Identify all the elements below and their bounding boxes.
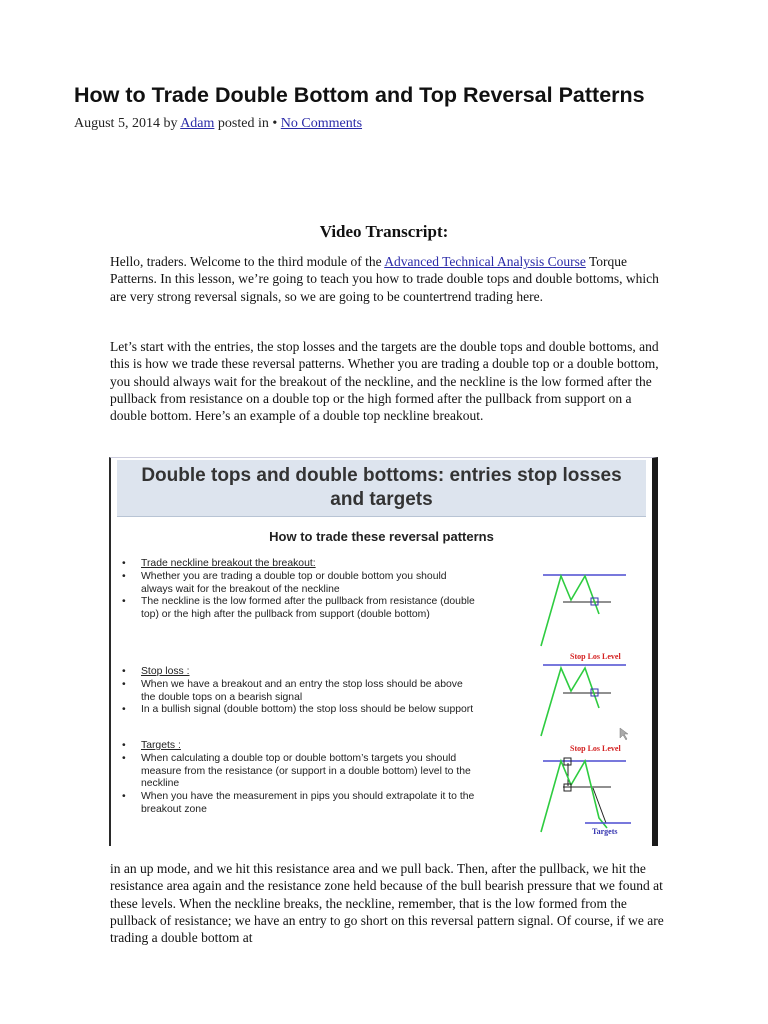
bullet: • bbox=[122, 704, 126, 716]
targets-diagram bbox=[541, 744, 631, 836]
intro-text-end: Torque Patterns. In this lesson, we’re going to teach you how to trade double tops and double bottoms, which are very strong reversal signals, so we are going to be countertrend trading here. bbox=[110, 254, 659, 304]
intro-text-start: Hello, traders. Welcome to the third module of the bbox=[110, 254, 385, 269]
slide-subtitle: How to trade these reversal patterns bbox=[269, 529, 494, 544]
bullet: • bbox=[122, 596, 126, 608]
slide-section-breakout bbox=[119, 558, 479, 622]
slide-title bbox=[117, 464, 646, 512]
continuation-paragraph: in an up mode, and we hit this resistance area and we pull back. Then, after the pullback, we hit the resistance area again and the resistance zone held because of the bull bearish pressure that we found at these levels. When the neckline breaks, the neckline, remember, that is the low formed from the pullback of resistance; we have an entry to go short on this reversal pattern signal. Of course, if we are trading a double bottom at bbox=[110, 861, 664, 946]
breakout-diagram bbox=[541, 575, 626, 646]
price-line bbox=[541, 761, 607, 832]
post-date: August 5, 2014 bbox=[74, 116, 160, 131]
bullet: • bbox=[122, 678, 126, 690]
author-link[interactable]: Adam bbox=[180, 116, 215, 131]
intro-paragraph bbox=[110, 253, 670, 305]
slide-bullet-item: • When calculating a double top or double bottom’s targets you should measure from the resistance (or support in a double bottom) level to the neckline bbox=[122, 752, 471, 790]
pattern-diagrams bbox=[531, 568, 646, 838]
slide-section-heading: • Stop loss : bbox=[122, 666, 190, 677]
bullet: • bbox=[122, 791, 126, 803]
slide-section-targets bbox=[119, 740, 479, 817]
comments-link[interactable]: No Comments bbox=[280, 116, 363, 131]
entries-paragraph: Let’s start with the entries, the stop losses and the targets are the double tops and double bottoms, and this is how we trade these reversal patterns. Whether you are trading a double top or a double bottom, you should always wait for the breakout of the neckline, and the neckline is the low formed after the pullback from resistance on a double top or the high formed after the pullback from support on a double bottom. Here’s an example of a double top neckline breakout. bbox=[110, 339, 659, 424]
slide-bullet-item: • In a bullish signal (double bottom) the stop loss should be below support bbox=[122, 704, 474, 716]
slide-bullet-item: • When we have a breakout and an entry the stop loss should be above the double tops on a bearish signal bbox=[122, 678, 463, 703]
slide-bullet-item: • When you have the measurement in pips you should extrapolate it to the breakout zone bbox=[122, 791, 475, 815]
stop-loss-diagram bbox=[541, 652, 626, 736]
meta-posted-in-text: posted in • bbox=[214, 116, 281, 131]
targets-label: Targets bbox=[592, 827, 618, 836]
meta-by-text: by bbox=[159, 116, 181, 131]
slide-title-line-2: and targets bbox=[330, 489, 433, 510]
cursor-icon bbox=[620, 728, 628, 740]
price-line bbox=[541, 576, 599, 646]
price-line bbox=[541, 668, 599, 736]
lesson-slide-image bbox=[109, 457, 658, 846]
bullet: • bbox=[122, 752, 126, 764]
slide-section-stop-loss bbox=[119, 666, 479, 717]
slide-section-heading: • Targets : bbox=[122, 740, 181, 751]
course-link[interactable]: Advanced Technical Analysis Course bbox=[384, 254, 586, 269]
slide-bullet-item: • Whether you are trading a double top or double bottom you should always wait for the breakout of the neckline bbox=[122, 570, 447, 595]
bullet: • bbox=[122, 570, 126, 582]
bullet: • bbox=[122, 740, 126, 751]
stop-level-label: Stop Los Level bbox=[570, 652, 621, 661]
bullet: • bbox=[122, 558, 126, 569]
slide-section-heading: • Trade neckline breakout the breakout: bbox=[122, 558, 316, 569]
stop-level-label: Stop Los Level bbox=[570, 744, 621, 753]
article-title: How to Trade Double Bottom and Top Reversal Patterns bbox=[74, 83, 645, 107]
bullet: • bbox=[122, 666, 126, 677]
slide-title-line-1: Double tops and double bottoms: entries stop losses bbox=[141, 465, 622, 486]
transcript-heading: Video Transcript: bbox=[319, 222, 449, 241]
slide-header bbox=[117, 460, 646, 517]
slide-bullet-item: • The neckline is the low formed after the pullback from resistance (double top) or the high after the pullback from support (double bottom) bbox=[122, 596, 475, 621]
post-meta bbox=[74, 115, 362, 133]
